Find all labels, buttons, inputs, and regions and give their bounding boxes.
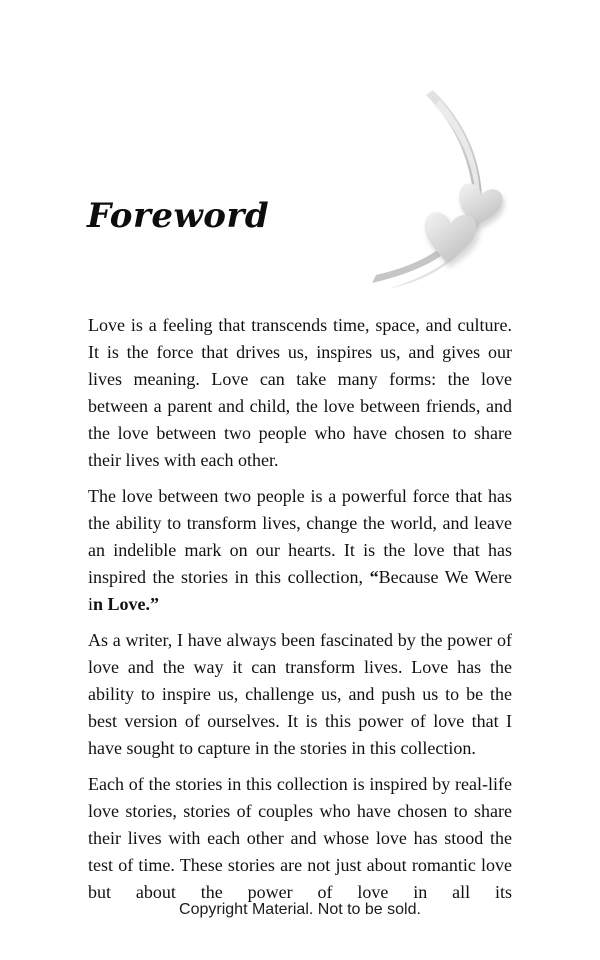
copyright-footer: Copyright Material. Not to be sold.	[179, 901, 421, 918]
paragraph-text-bold: n Love.”	[93, 594, 160, 614]
two-hearts-ribbon-icon	[368, 55, 598, 295]
paragraph	[88, 627, 512, 762]
paragraph	[88, 771, 512, 906]
paragraph	[88, 483, 512, 618]
paragraph-text: The love between two people is a powerful force that has the ability to transform lives, change the world, and leave an indelible mark on our hearts. It is the love that has inspired the stories in this collection,	[88, 486, 512, 587]
paragraph-text: As a writer, I have always been fascinated by the power of love and the way it can transform lives. Love has the ability to inspire us, challenge us, and push us to be the best version of ourselves. It is this power of love that I have sought to capture in the stories in this collection.	[88, 630, 512, 758]
paragraph-text: Because We Were i	[88, 567, 512, 614]
paragraph-text: Love is a feeling that transcends time, space, and culture. It is the force that drives us, inspires us, and gives our lives meaning. Love can take many forms: the love between a parent and child, the love between friends, and the love between two people who have chosen to share their lives with each other.	[88, 315, 512, 470]
paragraph	[88, 312, 512, 474]
body-paragraphs	[88, 312, 512, 915]
paragraph-text: Each of the stories in this collection is inspired by real-life love stories, stories of couples who have chosen to share their lives with each other and whose love has stood the test of time. These stories are not just about romantic love but about the power of love in all its	[88, 774, 512, 902]
paragraph-text-bold: “	[369, 567, 379, 587]
page-title: Foreword	[87, 196, 270, 236]
ribbon-upper-stroke	[426, 90, 482, 199]
